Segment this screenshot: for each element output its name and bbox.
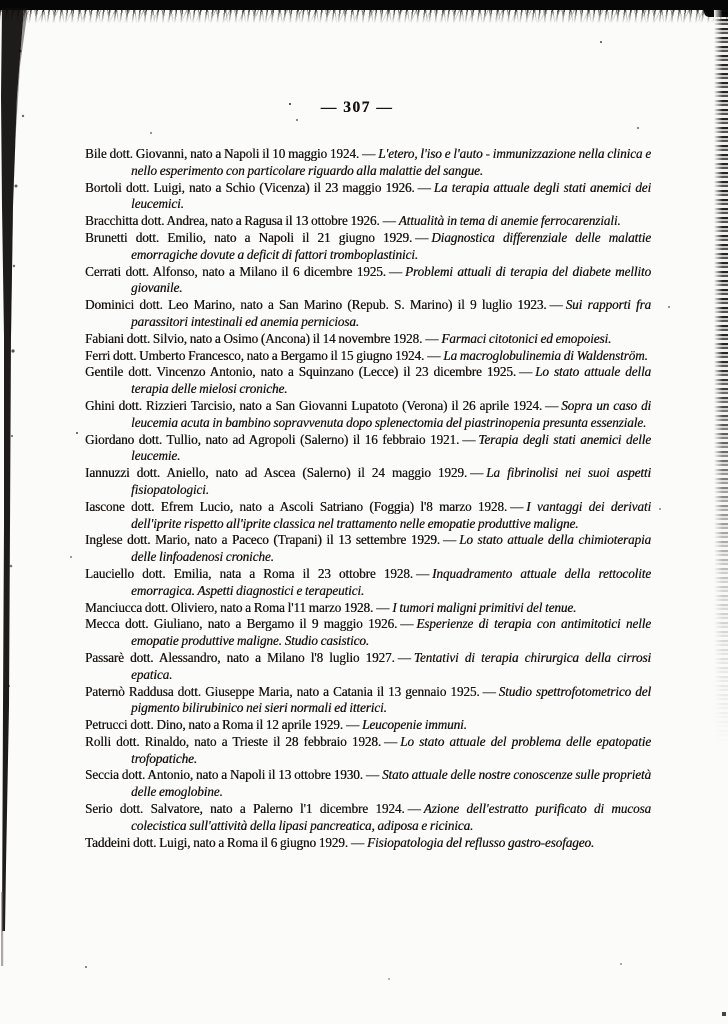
directory-entry xyxy=(85,835,651,852)
entry-person: Bortoli dott. Luigi, nato a Schio (Vicenza) il 23 maggio 1926. xyxy=(85,179,415,195)
directory-entry xyxy=(85,264,651,298)
directory-entry xyxy=(85,398,651,432)
em-dash-separator: — xyxy=(415,229,429,245)
entry-thesis-title: Stato attuale delle nostre conoscenze sulle proprietà delle emoglobine. xyxy=(131,767,651,800)
entry-person: Paternò Raddusa dott. Giuseppe Maria, nato a Catania il 13 gennaio 1925. xyxy=(85,683,480,699)
directory-entry xyxy=(85,650,651,684)
em-dash-separator: — xyxy=(518,364,533,380)
entry-thesis-title: Fisiopatologia del reflusso gastro-esofageo. xyxy=(366,834,595,850)
entry-thesis-title: Diagnostica differenziale delle malattie emorragiche dovute a deficit di fattori tromboplastinici. xyxy=(131,229,651,262)
entry-person: Dominici dott. Leo Marino, nato a San Marino (Repub. S. Marino) il 9 luglio 1923. xyxy=(85,297,547,313)
directory-entry xyxy=(85,297,651,331)
scan-artifact-top-fringe xyxy=(0,10,728,24)
entry-thesis-title: Tentativi di terapia chirurgica della cirrosi epatica. xyxy=(131,649,651,682)
directory-entry xyxy=(85,331,651,348)
em-dash-separator: — xyxy=(400,616,414,632)
directory-entry xyxy=(85,717,651,734)
directory-entry xyxy=(85,566,651,600)
entry-thesis-title: Esperienze di terapia con antimitotici nelle emopatie produttive maligne. Studio casistico. xyxy=(131,616,651,649)
entry-person: Passarè dott. Alessandro, nato a Milano l'8 luglio 1927. xyxy=(85,649,395,665)
directory-entry xyxy=(85,230,651,264)
entry-thesis-title: I vantaggi dei derivati dell'iprite rispetto all'iprite classica nel trattamento nelle emopatie produttive maligne. xyxy=(131,498,652,531)
entry-thesis-title: Azione dell'estratto purificato di mucosa colecistica sull'attività della lipasi pancreatica, adiposa e ricinica. xyxy=(131,801,652,833)
em-dash-separator: — xyxy=(545,397,559,413)
directory-entry xyxy=(85,348,651,365)
em-dash-separator: — xyxy=(365,767,379,783)
em-dash-separator: — xyxy=(362,146,376,161)
entry-person: Taddeini dott. Luigi, nato a Roma il 6 giugno 1929. xyxy=(85,834,348,850)
entry-person: Mecca dott. Giuliano, nato a Bergamo il 9 maggio 1926. xyxy=(85,616,398,632)
entry-person: Rolli dott. Rinaldo, nato a Trieste il 28 febbraio 1928. xyxy=(85,733,381,749)
scan-artifact-left-binding xyxy=(0,6,30,966)
scan-artifact-right-edge xyxy=(714,10,728,770)
entries-list xyxy=(85,146,651,851)
entry-person: Serio dott. Salvatore, nato a Palerno l'1 dicembre 1924. xyxy=(85,801,405,817)
em-dash-separator: — xyxy=(470,465,484,481)
directory-entry xyxy=(85,767,651,801)
entry-person: Giordano dott. Tullio, nato ad Agropoli (Salerno) il 16 febbraio 1921. xyxy=(85,431,460,447)
em-dash-separator: — xyxy=(382,213,396,229)
entry-thesis-title: Problemi attuali di terapia del diabete mellito giovanile. xyxy=(131,263,651,296)
entry-person: Bracchitta dott. Andrea, nato a Ragusa il 13 ottobre 1926. xyxy=(85,213,380,229)
em-dash-separator: — xyxy=(417,179,431,195)
entry-thesis-title: Inquadramento attuale della rettocolite emorragica. Aspetti diagnostici e terapeutici. xyxy=(131,565,652,598)
em-dash-separator: — xyxy=(350,834,364,850)
em-dash-separator: — xyxy=(415,565,430,581)
directory-entry xyxy=(85,364,651,398)
entry-person: Gentile dott. Vincenzo Antonio, nato a Squinzano (Lecce) il 23 dicembre 1925. xyxy=(85,364,516,380)
entry-person: Brunetti dott. Emilio, nato a Napoli il 21 giugno 1929. xyxy=(85,229,413,245)
em-dash-separator: — xyxy=(397,649,411,665)
em-dash-separator: — xyxy=(407,801,421,817)
directory-entry xyxy=(85,684,651,718)
em-dash-separator: — xyxy=(549,297,563,313)
entry-thesis-title: La macroglobulinemia di Waldenström. xyxy=(443,347,648,363)
directory-entry xyxy=(85,432,651,466)
entry-person: Manciucca dott. Oliviero, nato a Roma l'11 marzo 1928. xyxy=(85,599,374,615)
directory-entry xyxy=(85,146,651,180)
entry-person: Lauciello dott. Emilia, nata a Roma il 23 ottobre 1928. xyxy=(85,565,413,581)
em-dash-separator: — xyxy=(388,263,402,279)
entry-thesis-title: Lo stato attuale del problema delle epatopatie trofopatiche. xyxy=(131,733,651,766)
entry-person: Iascone dott. Efrem Lucio, nato a Ascoli Satriano (Foggia) l'8 marzo 1928. xyxy=(85,498,508,514)
entry-person: Bile dott. Giovanni, nato a Napoli il 10 maggio 1924. xyxy=(85,146,360,161)
directory-entry xyxy=(85,600,651,617)
scan-artifact-top-bar xyxy=(0,0,728,10)
entry-thesis-title: Leucopenie immuni. xyxy=(362,717,467,733)
directory-entry xyxy=(85,180,651,214)
directory-entry xyxy=(85,499,651,533)
entry-thesis-title: Sopra un caso di leucemia acuta in bambino sopravvenuta dopo splenectomia del piastrinopenia presunta essenziale. xyxy=(131,397,651,430)
directory-entry xyxy=(85,213,651,230)
em-dash-separator: — xyxy=(345,717,360,733)
em-dash-separator: — xyxy=(384,733,398,749)
page-number-header: — 307 — xyxy=(320,99,394,116)
entry-thesis-title: La terapia attuale degli stati anemici dei leucemici. xyxy=(131,179,652,212)
em-dash-separator: — xyxy=(482,683,496,699)
entry-thesis-title: I tumori maligni primitivi del tenue. xyxy=(392,599,577,615)
entry-thesis-title: Attualità in tema di anemie ferrocarenziali. xyxy=(398,213,621,229)
entry-person: Seccia dott. Antonio, nato a Napoli il 13 ottobre 1930. xyxy=(85,767,363,783)
entry-thesis-title: Lo stato attuale della terapia delle mielosi croniche. xyxy=(131,364,651,397)
entry-person: Petrucci dott. Dino, nato a Roma il 12 aprile 1929. xyxy=(85,717,343,733)
entry-thesis-title: Sui rapporti fra parassitori intestinali ed anemia perniciosa. xyxy=(131,297,652,329)
directory-entry xyxy=(85,465,651,499)
em-dash-separator: — xyxy=(425,330,439,346)
em-dash-separator: — xyxy=(427,347,441,363)
entry-person: Fabiani dott. Silvio, nato a Osimo (Ancona) il 14 novembre 1928. xyxy=(85,330,423,346)
em-dash-separator: — xyxy=(442,532,457,548)
em-dash-separator: — xyxy=(462,431,476,447)
directory-entry xyxy=(85,734,651,768)
entry-thesis-title: La fibrinolisi nei suoi aspetti fisiopatologici. xyxy=(131,465,651,497)
directory-entry xyxy=(85,801,651,835)
directory-entry xyxy=(85,616,651,650)
entry-thesis-title: Lo stato attuale della chimioterapia delle linfoadenosi croniche. xyxy=(131,532,652,565)
entry-person: Ferri dott. Umberto Francesco, nato a Bergamo il 15 giugno 1924. xyxy=(85,347,425,363)
entry-thesis-title: Farmaci citotonici ed emopoiesi. xyxy=(441,330,612,346)
entry-person: Iannuzzi dott. Aniello, nato ad Ascea (Salerno) il 24 maggio 1929. xyxy=(85,465,468,481)
scan-artifact-specks xyxy=(0,0,2,2)
entry-person: Cerrati dott. Alfonso, nato a Milano il 6 dicembre 1925. xyxy=(85,263,386,279)
em-dash-separator: — xyxy=(376,599,390,615)
em-dash-separator: — xyxy=(510,498,524,514)
entry-thesis-title: Studio spettrofotometrico del pigmento bilirubinico nei sieri normali ed itterici. xyxy=(131,683,651,716)
entry-thesis-title: L'etero, l'iso e l'auto - immunizzazione nella clinica e nello esperimento con particolare riguardo alla malattie del sangue. xyxy=(131,146,651,178)
entry-person: Ghini dott. Rizzieri Tarcisio, nato a San Giovanni Lupatoto (Verona) il 26 aprile 1924. xyxy=(85,397,543,413)
directory-entry xyxy=(85,532,651,566)
entry-person: Inglese dott. Mario, nato a Paceco (Trapani) il 13 settembre 1929. xyxy=(85,532,440,548)
entry-thesis-title: Terapia degli stati anemici delle leucemie. xyxy=(131,431,651,464)
